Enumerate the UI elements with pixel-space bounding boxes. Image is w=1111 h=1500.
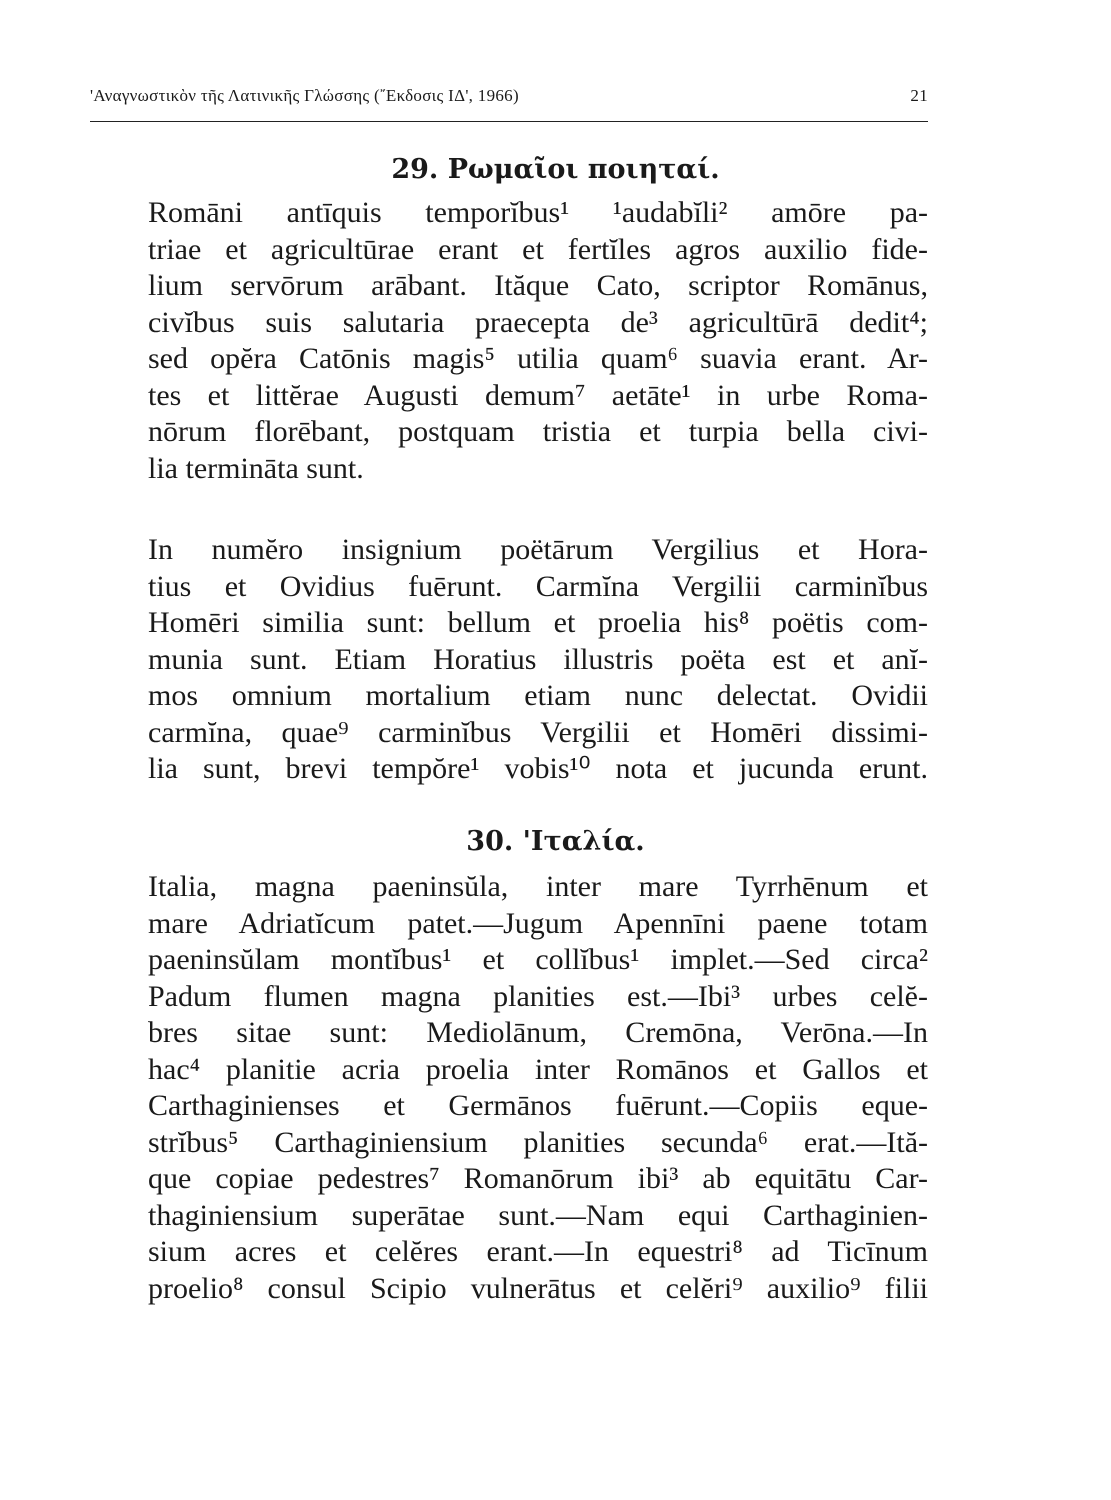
text-line: proelio⁸ consul Scipio vulnerātus et celĕri⁹ auxilio⁹ filii	[148, 1271, 928, 1305]
running-title: 'Αναγνωστικὸν τῆς Λατινικῆς Γλώσσης (῎Εκδοσις ΙΔ', 1966)	[90, 86, 519, 105]
text-line: paeninsŭlam montĭbus¹ et collĭbus¹ implet.—Sed circa²	[148, 943, 928, 976]
text-line: que copiae pedestres⁷ Romanōrum ibi³ ab equitātu Car-	[148, 1162, 928, 1195]
text-line: carmĭna, quae⁹ carminĭbus Vergilii et Homēri dissimi-	[148, 715, 928, 749]
text-line: Carthaginienses et Germānos fuērunt.—Copiis eque-	[148, 1089, 928, 1122]
text-line: strĭbus⁵ Carthaginiensium planities secunda⁶ erat.—Ită-	[148, 1125, 928, 1159]
text-line: In numĕro insignium poëtārum Vergilius et Hora-	[148, 533, 928, 566]
text-line: lium servōrum arābant. Ităque Cato, scriptor Romānus,	[148, 269, 928, 302]
header-rule	[90, 121, 928, 122]
text-line: mare Adriatĭcum patet.—Jugum Apennīni paene totam	[148, 906, 928, 940]
text-line: tius et Ovidius fuērunt. Carmĭna Vergilii carminĭbus	[148, 569, 928, 603]
paragraph-poetae	[148, 532, 928, 788]
paragraph-italia	[148, 869, 928, 1307]
text-line: triae et agricultūrae erant et fertĭles agros auxilio fide-	[148, 232, 928, 266]
running-header	[90, 86, 928, 106]
text-line: bres sitae sunt: Mediolānum, Cremōna, Verōna.—In	[148, 1016, 928, 1049]
text-line: hac⁴ planitie acria proelia inter Romānos et Gallos et	[148, 1052, 928, 1086]
paragraph-romani	[148, 195, 928, 487]
text-line: lia sunt, brevi tempŏre¹ vobis¹⁰ nota et jucunda erunt.	[148, 752, 928, 785]
text-line: nōrum florēbant, postquam tristia et turpia bella civi-	[148, 415, 928, 448]
text-line: Homēri similia sunt: bellum et proelia his⁸ poëtis com-	[148, 606, 928, 639]
section-heading-29: 29. Ρωμαῖοι ποιηταί.	[391, 154, 720, 185]
text-line: munia sunt. Etiam Horatius illustris poëta est et anĭ-	[148, 642, 928, 676]
section-heading-30: 30. 'Ιταλία.	[466, 826, 645, 857]
text-line: Padum flumen magna planities est.—Ibi³ urbes celĕ-	[148, 979, 928, 1013]
text-line: Italia, magna paeninsŭla, inter mare Tyrrhēnum et	[148, 870, 928, 903]
text-line: lia termināta sunt.	[148, 451, 364, 485]
text-line: thaginiensium superātae sunt.—Nam equi Carthaginien-	[148, 1198, 928, 1232]
text-line: tes et littĕrae Augusti demum⁷ aetāte¹ in urbe Roma-	[148, 378, 928, 412]
text-line: civĭbus suis salutaria praecepta de³ agricultūrā dedit⁴;	[148, 305, 928, 339]
text-line: sed opĕra Catōnis magis⁵ utilia quam⁶ suavia erant. Ar-	[148, 342, 928, 375]
text-line: sium acres et celĕres erant.—In equestri⁸ ad Ticīnum	[148, 1235, 928, 1268]
text-line: Romāni antīquis temporĭbus¹ ¹audabĭli² amōre pa-	[148, 196, 928, 229]
text-line: mos omnium mortalium etiam nunc delectat. Ovidii	[148, 679, 928, 712]
page-number: 21	[910, 86, 928, 105]
